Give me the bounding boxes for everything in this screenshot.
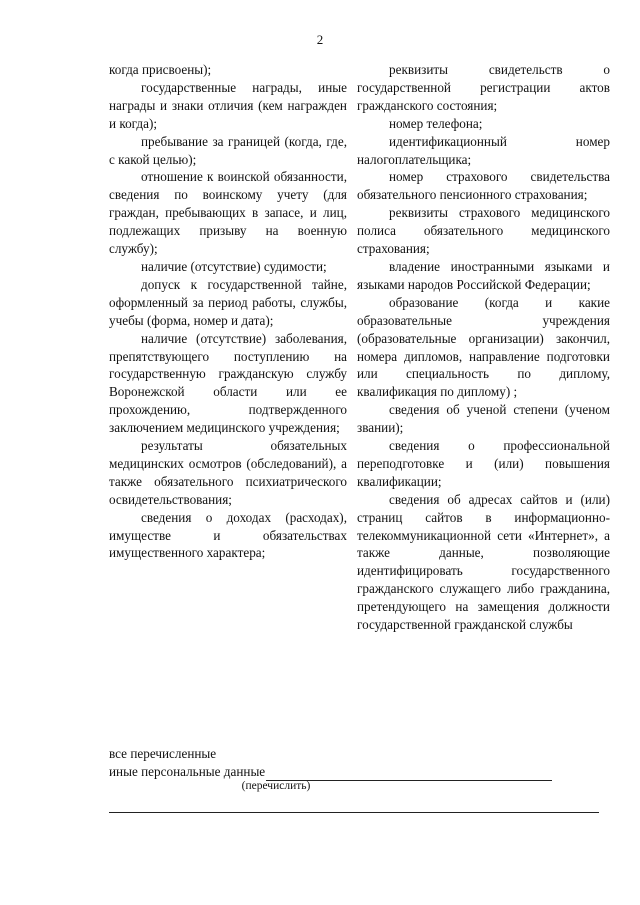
right-column-paragraph: идентификационный номер налогоплательщика; bbox=[357, 133, 610, 167]
right-column-paragraph: владение иностранными языками и языками народов Российской Федерации; bbox=[357, 258, 610, 292]
footer-block bbox=[109, 745, 609, 781]
left-column-paragraph: отношение к воинской обязанности, сведения по воинскому учету (для граждан, пребывающих в запасе, и лиц, подлежащих призыву на военную службу); bbox=[109, 169, 347, 257]
right-column-paragraph: реквизиты свидетельств о государственной регистрации актов гражданского состояния; bbox=[357, 62, 610, 113]
right-column-paragraph: образование (когда и какие образовательные учреждения (образовательные организации) закончил, номера дипломов, направление подготовки или специальность по диплому, квалификация по диплому) ; bbox=[357, 294, 610, 400]
left-column-paragraph: сведения о доходах (расходах), имуществе и обязательствах имущественного характера; bbox=[109, 509, 347, 561]
footer-other-data-row bbox=[109, 763, 609, 781]
left-column-paragraph: результаты обязательных медицинских осмотров (обследований), а также обязательного психиатрического освидетельствования; bbox=[109, 438, 347, 507]
fill-in-caption bbox=[0, 780, 640, 792]
left-column-paragraph: наличие (отсутствие) судимости; bbox=[141, 258, 327, 274]
left-column-paragraph: государственные награды, иные награды и знаки отличия (кем награжден и когда); bbox=[109, 79, 347, 131]
left-column bbox=[109, 61, 347, 562]
left-column-paragraph: когда присвоены); bbox=[109, 62, 212, 77]
right-column-paragraph: номер страхового свидетельства обязательного пенсионного страхования; bbox=[357, 169, 610, 203]
caption-text: (перечислить) bbox=[241, 780, 311, 792]
right-column-paragraph: сведения о профессиональной переподготовке и (или) повышения квалификации; bbox=[357, 438, 610, 489]
right-column-paragraph: сведения об адресах сайтов и (или) страниц сайтов в информационно-телекоммуникационной сети «Интернет», а также данные, позволяющие идентифицировать государственного гражданского служащего либо гражданина, претендующего на замещения должности государственной гражданской службы bbox=[357, 491, 610, 633]
left-column-paragraph: пребывание за границей (когда, где, с какой целью); bbox=[109, 133, 347, 167]
right-column-paragraph: сведения об ученой степени (ученом звании); bbox=[357, 402, 610, 436]
right-column-paragraph: реквизиты страхового медицинского полиса обязательного медицинского страхования; bbox=[357, 205, 610, 257]
bottom-rule bbox=[109, 812, 599, 813]
left-column-paragraph: наличие (отсутствие) заболевания, препятствующего поступлению на государственную гражданскую службу Воронежской области или ее прохождению, подтвержденного заключением медицинского учреждения; bbox=[109, 330, 347, 436]
footer-all-listed: все перечисленные bbox=[109, 746, 217, 761]
page-number: 2 bbox=[316, 32, 324, 47]
right-column bbox=[357, 61, 610, 634]
fill-in-line bbox=[266, 766, 552, 781]
left-column-paragraph: допуск к государственной тайне, оформленный за период работы, службы, учебы (форма, номер и дата); bbox=[109, 276, 347, 328]
right-column-paragraph: номер телефона; bbox=[389, 115, 483, 131]
footer-other-data-label: иные персональные данные bbox=[109, 763, 266, 779]
